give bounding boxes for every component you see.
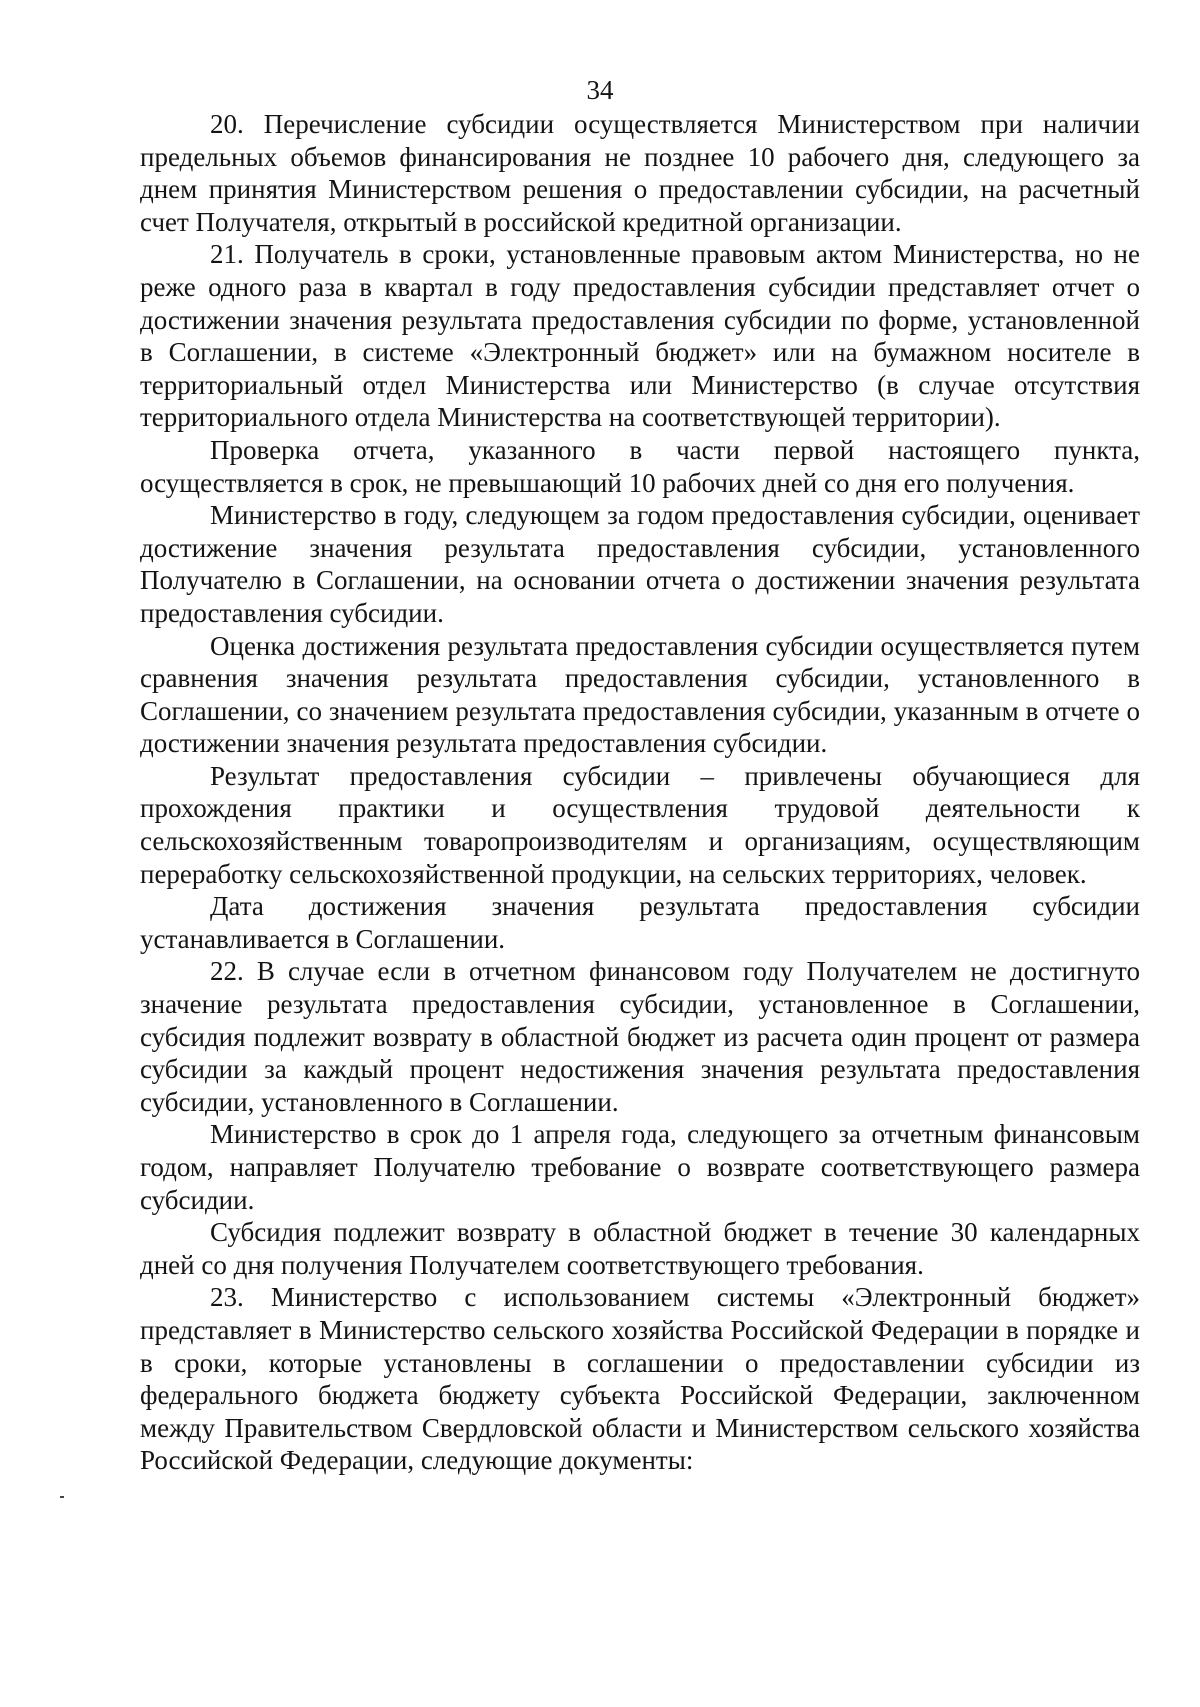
document-body bbox=[140, 108, 1140, 1477]
paragraph-22-requirement: Министерство в срок до 1 апреля года, следующего за отчетным финансовым годом, направляет Получателю требование о возврате соответствующего размера субсидии. bbox=[140, 1119, 1140, 1215]
paragraph-21-result: Результат предоставления субсидии – привлечены обучающиеся для прохождения практики и осуществления трудовой деятельности к сельскохозяйственным товаропроизводителям и организациям, осуществляющим переработку сельскохозяйственной продукции, на сельских территориях, человек. bbox=[140, 760, 1140, 889]
scan-speck bbox=[60, 1496, 64, 1498]
paragraph-21: 21. Получатель в сроки, установленные правовым актом Министерства, но не реже одного раза в квартал в году предоставления субсидии представляет отчет о достижении значения результата предоставления субсидии по форме, установленной в Соглашении, в системе «Электронный бюджет» или на бумажном носителе в территориальный отдел Министерства или Министерство (в случае отсутствия территориального отдела Министерства на соответствующей территории). bbox=[140, 239, 1140, 433]
paragraph-22: 22. В случае если в отчетном финансовом году Получателем не достигнуто значение результата предоставления субсидии, установленное в Соглашении, субсидия подлежит возврату в областной бюджет из расчета один процент от размера субсидии за каждый процент недостижения значения результата предоставления субсидии, установленного в Соглашении. bbox=[140, 956, 1140, 1117]
paragraph-23: 23. Министерство с использованием системы «Электронный бюджет» представляет в Министерство сельского хозяйства Российской Федерации в порядке и в сроки, которые установлены в соглашении о предоставлении субсидии из федерального бюджета бюджету субъекта Российской Федерации, заключенном между Правительством Свердловской области и Министерством сельского хозяйства Российской Федерации, следующие документы: bbox=[140, 1282, 1140, 1476]
paragraph-20: 20. Перечисление субсидии осуществляется Министерством при наличии предельных объемов финансирования не позднее 10 рабочего дня, следующего за днем принятия Министерством решения о предоставлении субсидии, на расчетный счет Получателя, открытый в российской кредитной организации. bbox=[140, 109, 1140, 237]
paragraph-21-check: Проверка отчета, указанного в части первой настоящего пункта, осуществляется в срок, не превышающий 10 рабочих дней со дня его получения. bbox=[140, 434, 1140, 498]
paragraph-21-evaluation: Министерство в году, следующем за годом предоставления субсидии, оценивает достижение значения результата предоставления субсидии, установленного Получателю в Соглашении, на основании отчета о достижении значения результата предоставления субсидии. bbox=[140, 500, 1140, 628]
paragraph-21-assessment: Оценка достижения результата предоставления субсидии осуществляется путем сравнения значения результата предоставления субсидии, установленного в Соглашении, со значением результата предоставления субсидии, указанным в отчете о достижении значения результата предоставления субсидии. bbox=[140, 630, 1140, 759]
paragraph-21-date: Дата достижения значения результата предоставления субсидии устанавливается в Соглашении. bbox=[140, 891, 1140, 954]
paragraph-22-return: Субсидия подлежит возврату в областной бюджет в течение 30 календарных дней со дня получения Получателем соответствующего требования. bbox=[140, 1217, 1140, 1280]
page-number: 34 bbox=[586, 75, 614, 105]
